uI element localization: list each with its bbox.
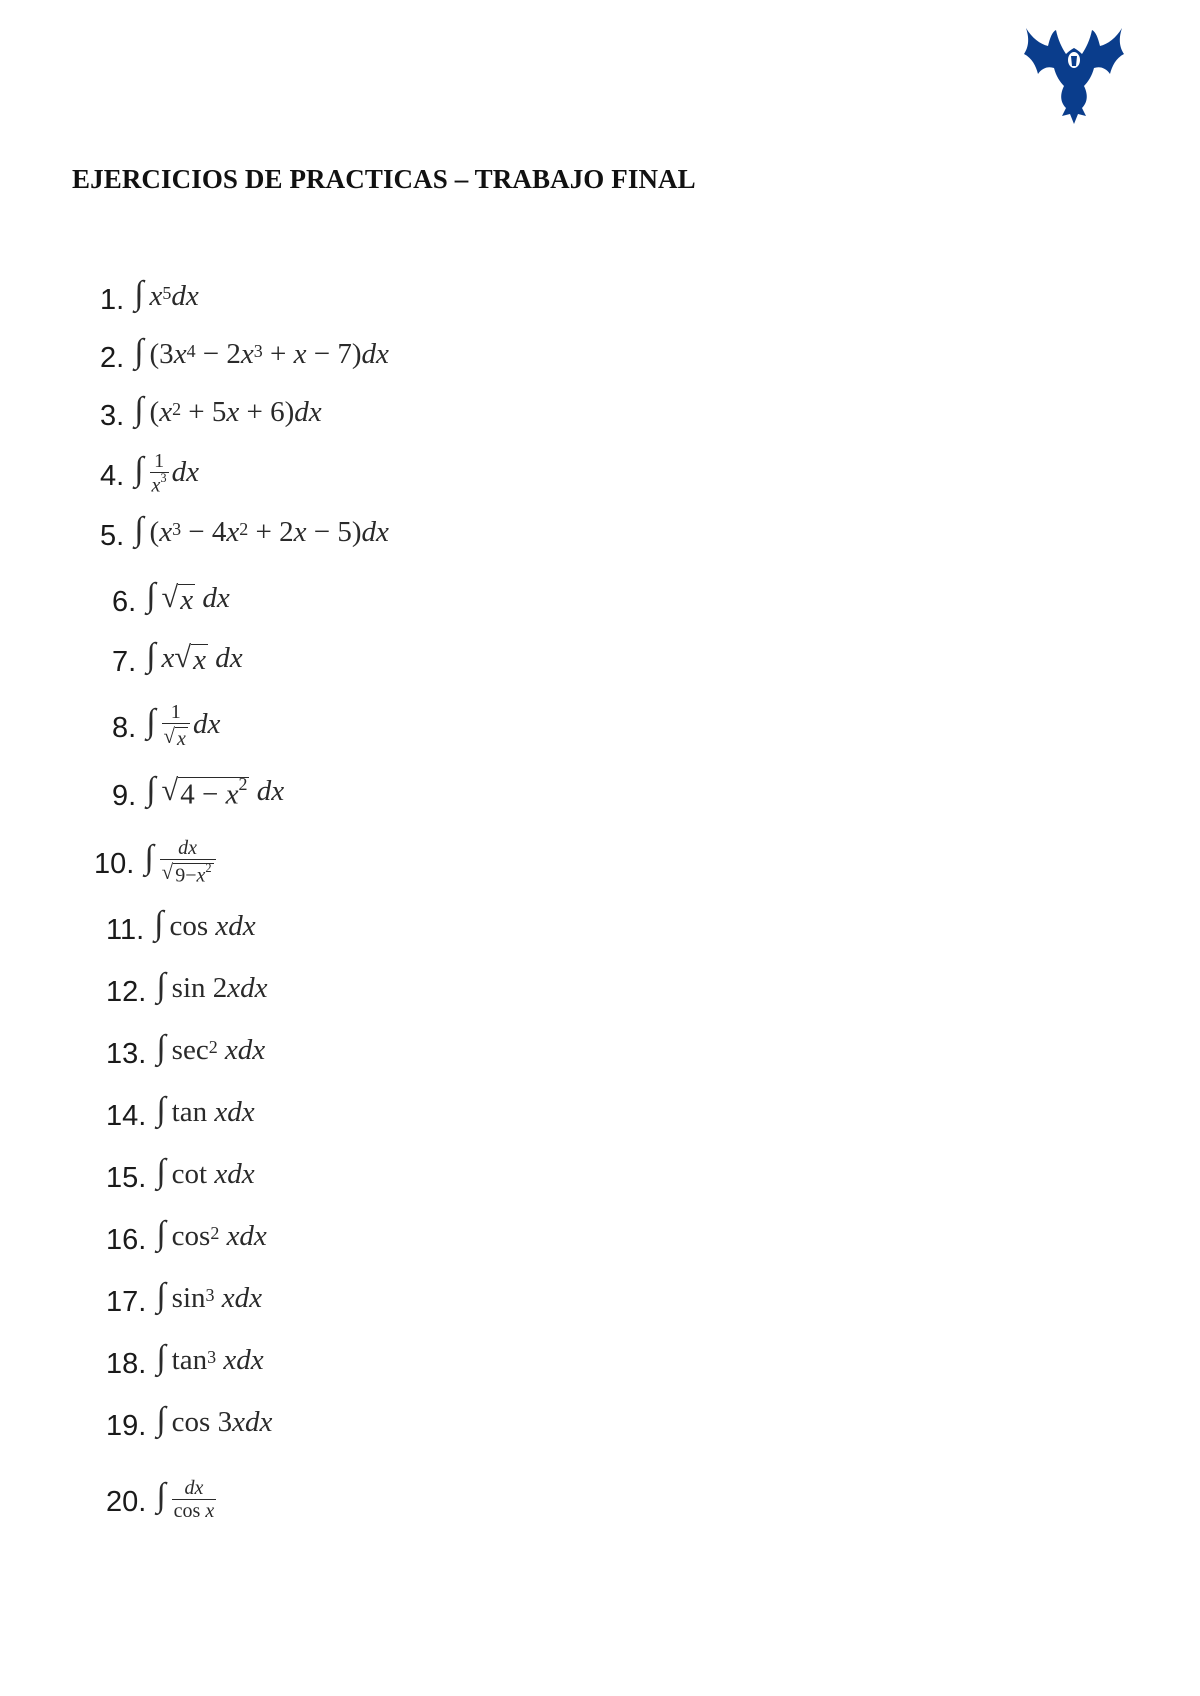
integral-expression: ∫ $\frac{dx}{\text{cos x}}$ (156, 1477, 215, 1522)
exercise-2 (100, 334, 389, 374)
exercise-number: 4. (100, 459, 125, 492)
exercise-6 (112, 578, 230, 618)
exercise-number: 20. (106, 1485, 147, 1518)
exercise-number: 16. (106, 1223, 147, 1256)
exercise-5 (100, 512, 389, 552)
exercise-number: 8. (112, 711, 137, 744)
integral-expression: ∫ x $^5$ dx (134, 275, 199, 312)
exercise-10 (94, 836, 219, 887)
exercise-4 (100, 450, 199, 497)
integral-expression: ∫ √ x dx (146, 577, 230, 616)
exercise-number: 1. (100, 283, 125, 316)
exercise-15 (106, 1154, 255, 1194)
exercise-12 (106, 968, 268, 1008)
exercise-number: 19. (106, 1409, 147, 1442)
exercise-number: 2. (100, 341, 125, 374)
integral-expression: ∫ tan xdx (156, 1091, 255, 1128)
exercise-17 (106, 1278, 262, 1318)
integral-expression: ∫ ( x $^2$ + 5 x + 6) dx (134, 391, 322, 428)
integral-expression: ∫ (3 x $^4$ − 2 x $^3$ + x − 7) dx (134, 333, 389, 370)
exercise-14 (106, 1092, 255, 1132)
exercise-number: 11. (106, 913, 145, 946)
integral-expression: ∫ √ $4 - x^2$ dx (146, 770, 285, 811)
exercise-number: 3. (100, 399, 125, 432)
exercise-1 (100, 276, 199, 316)
integral-expression: ∫ sec $^2$ xdx (156, 1029, 266, 1066)
exercise-11 (106, 906, 256, 946)
exercise-number: 5. (100, 519, 125, 552)
exercise-number: 13. (106, 1037, 147, 1070)
exercise-number: 7. (112, 645, 137, 678)
integral-expression: ∫ tan $^3$ xdx (156, 1339, 264, 1376)
exercise-number: 9. (112, 779, 137, 812)
integral-expression: ∫ $\frac{1}{x^3}$ dx (134, 450, 199, 497)
exercise-number: 12. (106, 975, 147, 1008)
exercise-20 (106, 1477, 219, 1522)
exercise-number: 6. (112, 585, 137, 618)
integral-expression: ∫ x √ x dx (146, 637, 243, 676)
integral-expression: ∫ dx √ $9-x^2$ (144, 836, 218, 885)
exercise-19 (106, 1402, 272, 1442)
exercise-number: 18. (106, 1347, 147, 1380)
integral-expression: ∫ sin 2 xdx (156, 967, 268, 1004)
exercise-number: 17. (106, 1285, 147, 1318)
page-title: EJERCICIOS DE PRACTICAS – TRABAJO FINAL (72, 164, 696, 194)
exercise-13 (106, 1030, 265, 1070)
integral-expression: ∫ ( x $^3$ − 4 x $^2$ + 2 x − 5) dx (134, 511, 389, 548)
exercise-16 (106, 1216, 267, 1256)
integral-expression: ∫ cos xdx (154, 905, 256, 942)
integral-expression: ∫ 1 √ x dx (146, 701, 221, 750)
exercise-18 (106, 1340, 264, 1380)
exercise-9 (112, 772, 284, 812)
integral-expression: ∫ cot xdx (156, 1153, 255, 1190)
exercise-number: 14. (106, 1099, 147, 1132)
exercise-3 (100, 392, 322, 432)
integral-expression: ∫ sin $^3$ xdx (156, 1277, 262, 1314)
integral-expression: ∫ cos $^2$ xdx (156, 1215, 267, 1252)
exercise-8 (112, 701, 221, 750)
exercise-number: 15. (106, 1161, 147, 1194)
exercise-7 (112, 638, 243, 678)
exercise-number: 10. (94, 847, 135, 880)
integral-expression: ∫ cos 3 xdx (156, 1401, 273, 1438)
